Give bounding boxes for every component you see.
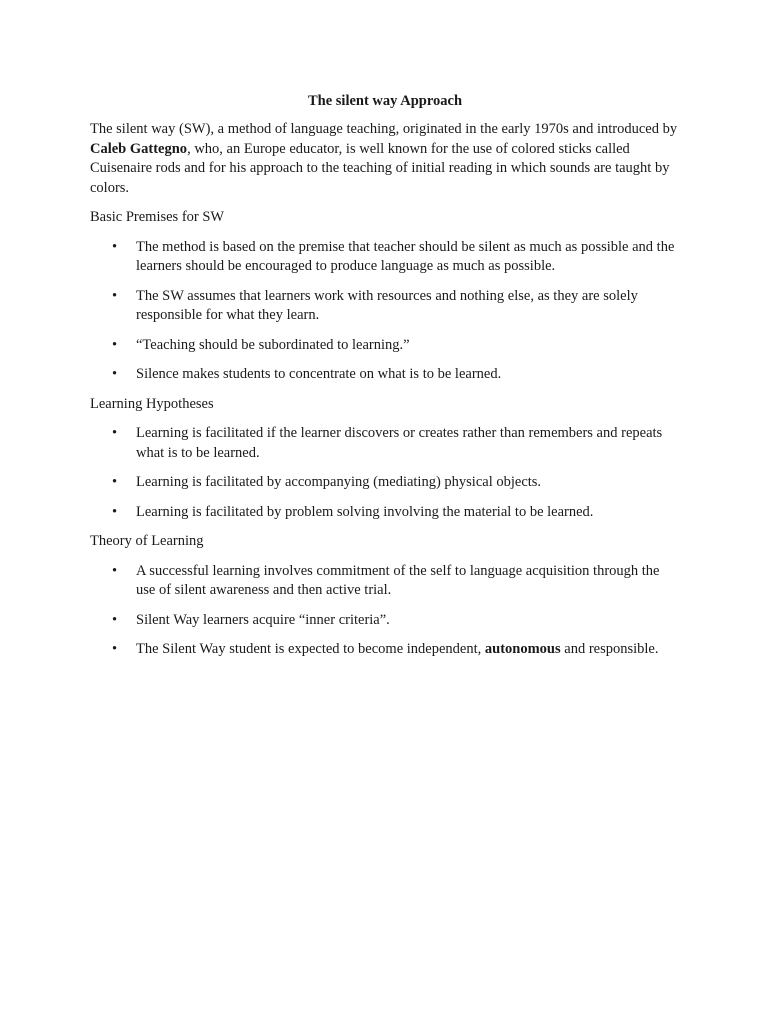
list-item-text: The SW assumes that learners work with resources and nothing else, as they are solely responsible for what they learn.	[136, 287, 638, 323]
list-item	[90, 336, 680, 356]
document-body	[90, 92, 680, 670]
bullet-icon: •	[112, 287, 118, 304]
list-item	[90, 640, 680, 660]
list-item	[90, 424, 680, 463]
list-item-text: Silent Way learners acquire “inner criteria”.	[136, 611, 390, 628]
bullet-icon: •	[112, 641, 118, 657]
bullet-list	[90, 562, 680, 660]
bullet-icon: •	[112, 238, 118, 255]
section-learning-hypotheses	[90, 395, 680, 523]
list-item-text: Learning is facilitated if the learner discovers or creates rather than remembers and repeats what is to be learned.	[136, 425, 663, 461]
section-theory-of-learning	[90, 532, 680, 660]
list-item-text: Learning is facilitated by accompanying (mediating) physical objects.	[136, 474, 542, 490]
list-item	[90, 611, 680, 631]
section-heading: Basic Premises for SW	[90, 209, 225, 225]
bullet-icon: •	[112, 366, 118, 382]
bullet-icon: •	[112, 474, 118, 490]
bullet-icon: •	[112, 562, 118, 579]
list-item	[90, 365, 680, 385]
bullet-list	[90, 238, 680, 385]
author-name: Caleb Gattegno	[90, 140, 188, 157]
bullet-icon: •	[112, 425, 118, 441]
intro-text-end: , who, an Europe educator, is well known for the use of colored sticks called Cuisenaire rods and for his approach to the teaching of initial reading in which sounds are taught by colors.	[90, 140, 670, 196]
bullet-icon: •	[112, 611, 118, 628]
list-item-text-start: The Silent Way student is expected to become independent,	[136, 641, 485, 657]
list-item	[90, 562, 680, 601]
bullet-icon: •	[112, 336, 118, 353]
list-item-text: “Teaching should be subordinated to learning.”	[136, 336, 410, 353]
list-item	[90, 473, 680, 493]
emphasis-autonomous: autonomous	[484, 641, 561, 657]
list-item-text	[136, 641, 659, 657]
section-basic-premises	[90, 208, 680, 385]
list-item	[90, 503, 680, 523]
bullet-list	[90, 424, 680, 522]
intro-paragraph	[90, 120, 680, 198]
section-heading: Learning Hypotheses	[90, 395, 214, 412]
list-item-text-end: and responsible.	[560, 641, 659, 657]
list-item	[90, 238, 680, 277]
document-title: The silent way Approach	[307, 93, 463, 109]
list-item-text: The method is based on the premise that teacher should be silent as much as possible and the learners should be encouraged to produce language as much as possible.	[136, 238, 675, 274]
list-item-text: A successful learning involves commitment of the self to language acquisition through the use of silent awareness and then active trial.	[136, 562, 660, 598]
list-item-text: Silence makes students to concentrate on what is to be learned.	[136, 366, 502, 382]
list-item	[90, 287, 680, 326]
section-heading: Theory of Learning	[90, 533, 204, 549]
list-item-text: Learning is facilitated by problem solving involving the material to be learned.	[136, 503, 594, 520]
bullet-icon: •	[112, 503, 118, 520]
intro-text-start: The silent way (SW), a method of language teaching, originated in the early 1970s and introduced by	[90, 121, 678, 137]
